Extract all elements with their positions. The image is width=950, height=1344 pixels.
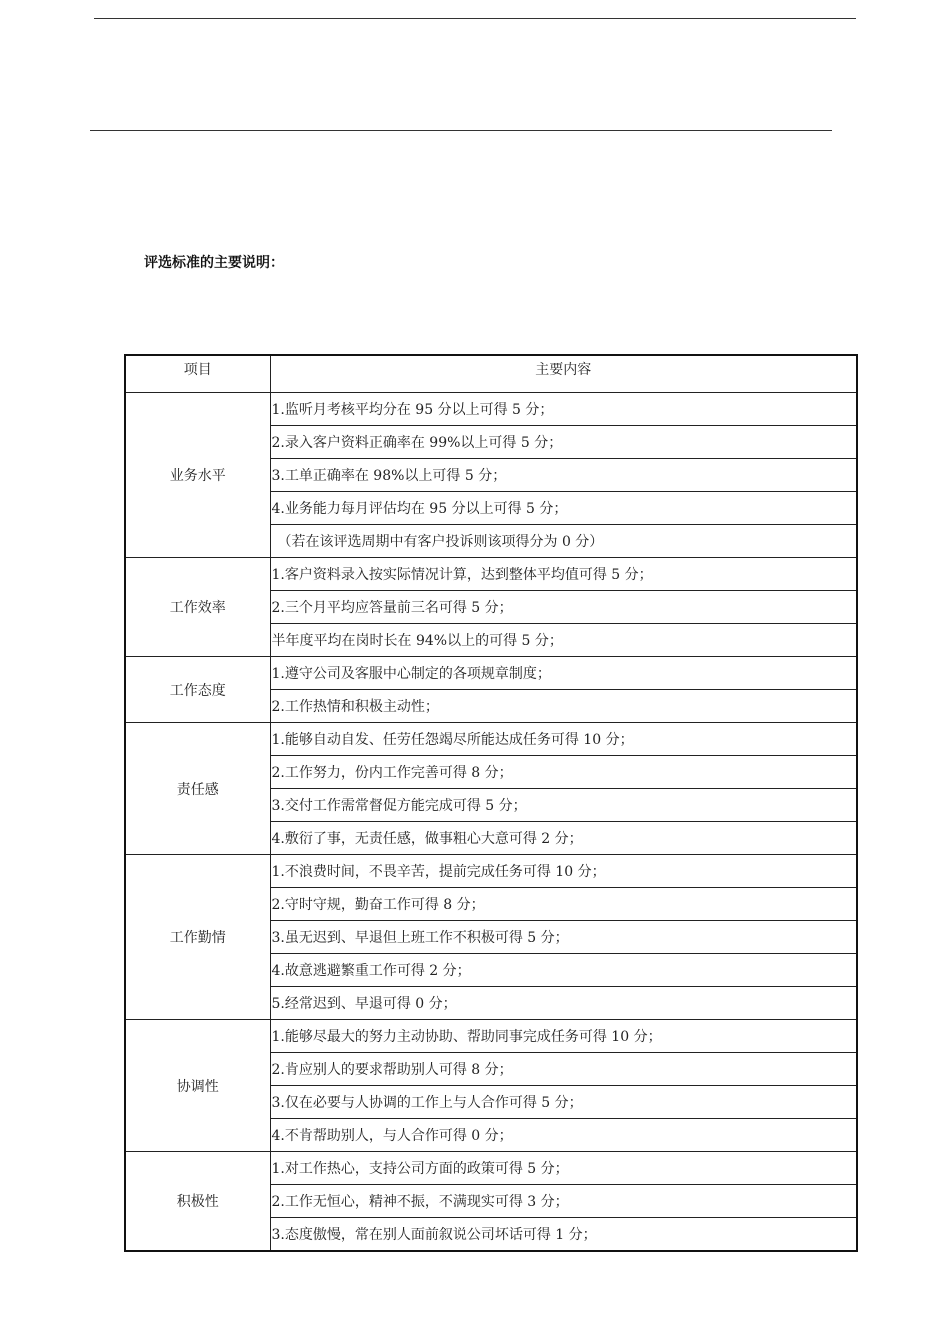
criterion-cell: 2.三个月平均应答量前三名可得 5 分； xyxy=(270,591,857,624)
section-heading: 评选标准的主要说明： xyxy=(144,255,284,271)
criterion-cell: 1.能够尽最大的努力主动协助、帮助同事完成任务可得 10 分； xyxy=(270,1020,857,1053)
header-rule-bottom xyxy=(90,130,832,131)
criterion-cell: 1.遵守公司及客服中心制定的各项规章制度； xyxy=(270,657,857,690)
criterion-cell: 3.仅在必要与人协调的工作上与人合作可得 5 分； xyxy=(270,1086,857,1119)
criterion-cell: 3.工单正确率在 98%以上可得 5 分； xyxy=(270,459,857,492)
criterion-cell: 5.经常迟到、早退可得 0 分； xyxy=(270,987,857,1020)
criterion-cell: 1.监听月考核平均分在 95 分以上可得 5 分； xyxy=(270,393,857,426)
category-cell: 工作效率 xyxy=(125,558,270,657)
header-cell-content: 主要内容 xyxy=(270,355,857,393)
table-row xyxy=(125,855,857,888)
table-header-row xyxy=(125,355,857,393)
category-cell: 协调性 xyxy=(125,1020,270,1152)
criterion-cell: 4.敷衍了事，无责任感，做事粗心大意可得 2 分； xyxy=(270,822,857,855)
criterion-cell: 2.录入客户资料正确率在 99%以上可得 5 分； xyxy=(270,426,857,459)
criterion-cell: 2.工作热情和积极主动性； xyxy=(270,690,857,723)
table-row xyxy=(125,1020,857,1053)
criteria-table xyxy=(124,354,858,1252)
criterion-cell: 1.客户资料录入按实际情况计算，达到整体平均值可得 5 分； xyxy=(270,558,857,591)
category-cell: 业务水平 xyxy=(125,393,270,558)
category-cell: 责任感 xyxy=(125,723,270,855)
criterion-cell: 4.业务能力每月评估均在 95 分以上可得 5 分； xyxy=(270,492,857,525)
category-cell: 工作态度 xyxy=(125,657,270,723)
criterion-note-cell: （若在该评选周期中有客户投诉则该项得分为 0 分） xyxy=(270,525,857,558)
criterion-cell: 3.虽无迟到、早退但上班工作不积极可得 5 分； xyxy=(270,921,857,954)
criterion-cell: 1.能够自动自发、任劳任怨竭尽所能达成任务可得 10 分； xyxy=(270,723,857,756)
category-cell: 工作勤情 xyxy=(125,855,270,1020)
criterion-cell: 2.工作努力，份内工作完善可得 8 分； xyxy=(270,756,857,789)
header-cell-item: 项目 xyxy=(125,355,270,393)
criterion-cell: 4.不肯帮助别人，与人合作可得 0 分； xyxy=(270,1119,857,1152)
criterion-cell: 1.不浪费时间，不畏辛苦，提前完成任务可得 10 分； xyxy=(270,855,857,888)
criterion-cell: 2.工作无恒心，精神不振，不满现实可得 3 分； xyxy=(270,1185,857,1218)
category-cell: 积极性 xyxy=(125,1152,270,1252)
criterion-cell: 4.故意逃避繁重工作可得 2 分； xyxy=(270,954,857,987)
criterion-cell: 1.对工作热心，支持公司方面的政策可得 5 分； xyxy=(270,1152,857,1185)
criterion-cell: 2.肯应别人的要求帮助别人可得 8 分； xyxy=(270,1053,857,1086)
table-row xyxy=(125,723,857,756)
header-rule-top xyxy=(94,18,856,19)
table-row xyxy=(125,1152,857,1185)
criterion-cell: 2.守时守规，勤奋工作可得 8 分； xyxy=(270,888,857,921)
table-row xyxy=(125,657,857,690)
table-row xyxy=(125,558,857,591)
criterion-cell: 3.态度傲慢，常在别人面前叙说公司坏话可得 1 分； xyxy=(270,1218,857,1252)
criterion-cell: 半年度平均在岗时长在 94%以上的可得 5 分； xyxy=(270,624,857,657)
criterion-cell: 3.交付工作需常督促方能完成可得 5 分； xyxy=(270,789,857,822)
table-row xyxy=(125,393,857,426)
